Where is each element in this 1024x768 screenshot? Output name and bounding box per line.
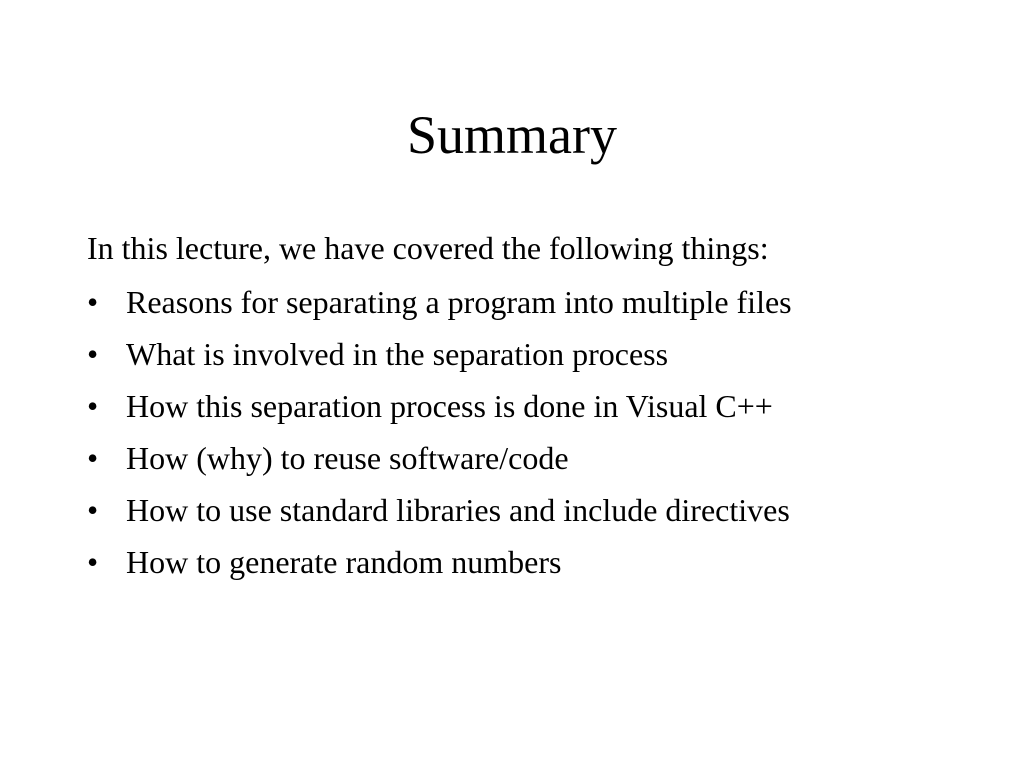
- bullet-list: [87, 282, 927, 594]
- bullet-item: [87, 386, 927, 427]
- bullet-text: How (why) to reuse software/code: [126, 440, 569, 476]
- bullet-text: What is involved in the separation process: [126, 336, 669, 372]
- bullet-item: [87, 542, 927, 583]
- bullet-marker: •: [87, 440, 99, 476]
- bullet-marker: •: [87, 336, 99, 372]
- bullet-item: [87, 282, 927, 323]
- bullet-marker: •: [87, 544, 99, 580]
- bullet-text: Reasons for separating a program into multiple files: [126, 284, 792, 320]
- intro-text: In this lecture, we have covered the following things:: [87, 230, 769, 266]
- bullet-text: How this separation process is done in Visual C++: [126, 388, 773, 424]
- bullet-item: [87, 438, 927, 479]
- bullet-text: How to use standard libraries and include directives: [126, 492, 790, 528]
- bullet-marker: •: [87, 492, 99, 528]
- bullet-text: How to generate random numbers: [126, 544, 562, 580]
- slide-title: Summary: [407, 105, 617, 165]
- bullet-marker: •: [87, 284, 99, 320]
- bullet-marker: •: [87, 388, 99, 424]
- bullet-item: [87, 490, 927, 531]
- bullet-item: [87, 334, 927, 375]
